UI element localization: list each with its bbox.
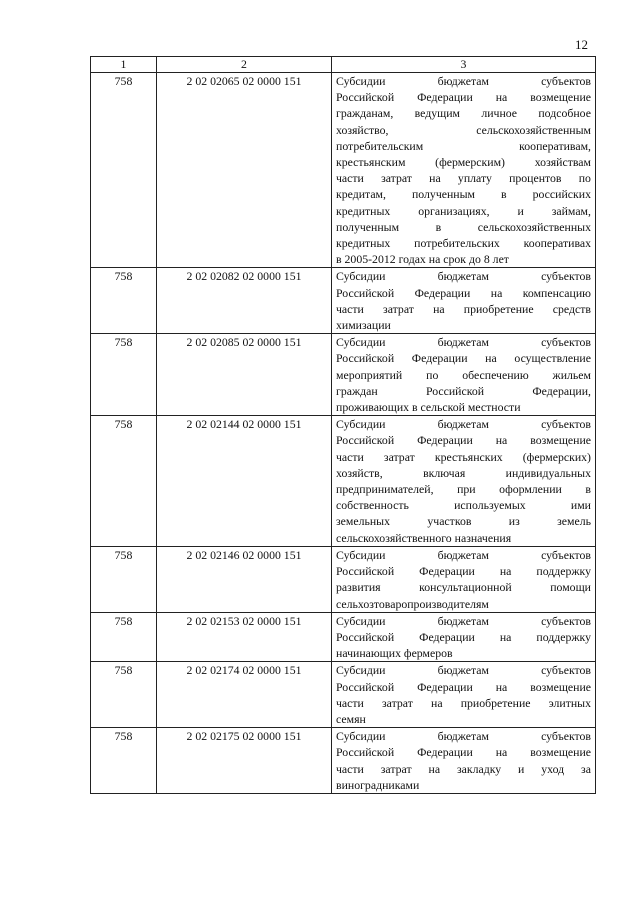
description-line: Российской Федерации на поддержку — [336, 564, 591, 579]
description-cell — [332, 416, 596, 547]
description-line: части затрат на приобретение элитных — [336, 695, 591, 710]
description-line: мероприятий по обеспечению жильем — [336, 367, 591, 382]
description-line: части затрат на уплату процентов по — [336, 171, 591, 186]
description-cell — [332, 546, 596, 612]
description-line: в 2005-2012 годах на срок до 8 лет — [336, 252, 509, 267]
description-line: Российской Федерации на возмещение — [336, 679, 591, 694]
description-line: Субсидии бюджетам субъектов — [336, 547, 591, 562]
admin-code-cell: 758 — [91, 546, 157, 612]
description-line: Российской Федерации на компенсацию — [336, 285, 591, 300]
description-line: сельскохозяйственного назначения — [336, 530, 512, 545]
budget-code-cell: 2 02 02085 02 0000 151 — [157, 334, 332, 416]
description-cell — [332, 73, 596, 268]
budget-code-cell: 2 02 02065 02 0000 151 — [157, 73, 332, 268]
budget-codes-table — [90, 56, 596, 794]
admin-code-cell: 758 — [91, 728, 157, 794]
description-line: земельных участков из земель — [336, 514, 591, 529]
description-line: крестьянским (фермерским) хозяйствам — [336, 155, 591, 170]
description-line: развития консультационной помощи — [336, 580, 591, 595]
budget-code-cell: 2 02 02082 02 0000 151 — [157, 268, 332, 334]
admin-code-cell: 758 — [91, 662, 157, 728]
table-row — [91, 728, 596, 794]
column-header: 3 — [332, 57, 596, 73]
description-line: хозяйство, сельскохозяйственным — [336, 122, 591, 137]
description-line: Российской Федерации на возмещение — [336, 433, 591, 448]
description-line: предпринимателей, при оформлении в — [336, 482, 591, 497]
table-row — [91, 416, 596, 547]
description-line: хозяйств, включая индивидуальных — [336, 465, 591, 480]
column-header: 2 — [157, 57, 332, 73]
admin-code-cell: 758 — [91, 268, 157, 334]
description-line: кредитам, полученным в российских — [336, 187, 591, 202]
description-line: Субсидии бюджетам субъектов — [336, 335, 591, 350]
description-cell — [332, 268, 596, 334]
description-cell — [332, 334, 596, 416]
description-cell — [332, 612, 596, 662]
description-line: кредитных организациях, и займам, — [336, 203, 591, 218]
description-line: части затрат на закладку и уход за — [336, 761, 591, 776]
table-header-row — [91, 57, 596, 73]
admin-code-cell: 758 — [91, 612, 157, 662]
admin-code-cell: 758 — [91, 334, 157, 416]
description-line: начинающих фермеров — [336, 646, 453, 661]
table-row — [91, 334, 596, 416]
column-header: 1 — [91, 57, 157, 73]
description-line: Российской Федерации на возмещение — [336, 745, 591, 760]
budget-code-cell: 2 02 02153 02 0000 151 — [157, 612, 332, 662]
table-row — [91, 662, 596, 728]
description-line: виноградниками — [336, 777, 420, 792]
description-line: Субсидии бюджетам субъектов — [336, 729, 591, 744]
admin-code-cell: 758 — [91, 73, 157, 268]
description-line: гражданам, ведущим личное подсобное — [336, 106, 591, 121]
description-line: химизации — [336, 318, 391, 333]
budget-code-cell: 2 02 02174 02 0000 151 — [157, 662, 332, 728]
description-line: Российской Федерации на поддержку — [336, 629, 591, 644]
description-line: сельхозтоваропроизводителям — [336, 596, 489, 611]
description-line: Субсидии бюджетам субъектов — [336, 663, 591, 678]
description-line: Субсидии бюджетам субъектов — [336, 74, 591, 88]
description-line: части затрат крестьянских (фермерских) — [336, 449, 591, 464]
description-line: граждан Российской Федерации, — [336, 383, 591, 398]
budget-code-cell: 2 02 02144 02 0000 151 — [157, 416, 332, 547]
description-line: части затрат на приобретение средств — [336, 301, 591, 316]
table-row — [91, 546, 596, 612]
table-row — [91, 612, 596, 662]
description-line: Субсидии бюджетам субъектов — [336, 269, 591, 284]
description-line: Российской Федерации на осуществление — [336, 351, 591, 366]
description-line: проживающих в сельской местности — [336, 400, 521, 415]
description-line: полученным в сельскохозяйственных — [336, 219, 591, 234]
description-cell — [332, 662, 596, 728]
description-line: собственность используемых ими — [336, 498, 591, 513]
description-line: кредитных потребительских кооперативах — [336, 236, 591, 251]
description-line: потребительским кооперативам, — [336, 138, 591, 153]
budget-code-cell: 2 02 02146 02 0000 151 — [157, 546, 332, 612]
description-line: Субсидии бюджетам субъектов — [336, 613, 591, 628]
page-number: 12 — [575, 37, 588, 52]
table-row — [91, 268, 596, 334]
table-body — [91, 73, 596, 794]
description-line: Субсидии бюджетам субъектов — [336, 417, 591, 432]
budget-code-cell: 2 02 02175 02 0000 151 — [157, 728, 332, 794]
table-row — [91, 73, 596, 268]
description-line: семян — [336, 711, 366, 726]
description-line: Российской Федерации на возмещение — [336, 90, 591, 105]
admin-code-cell: 758 — [91, 416, 157, 547]
description-cell — [332, 728, 596, 794]
